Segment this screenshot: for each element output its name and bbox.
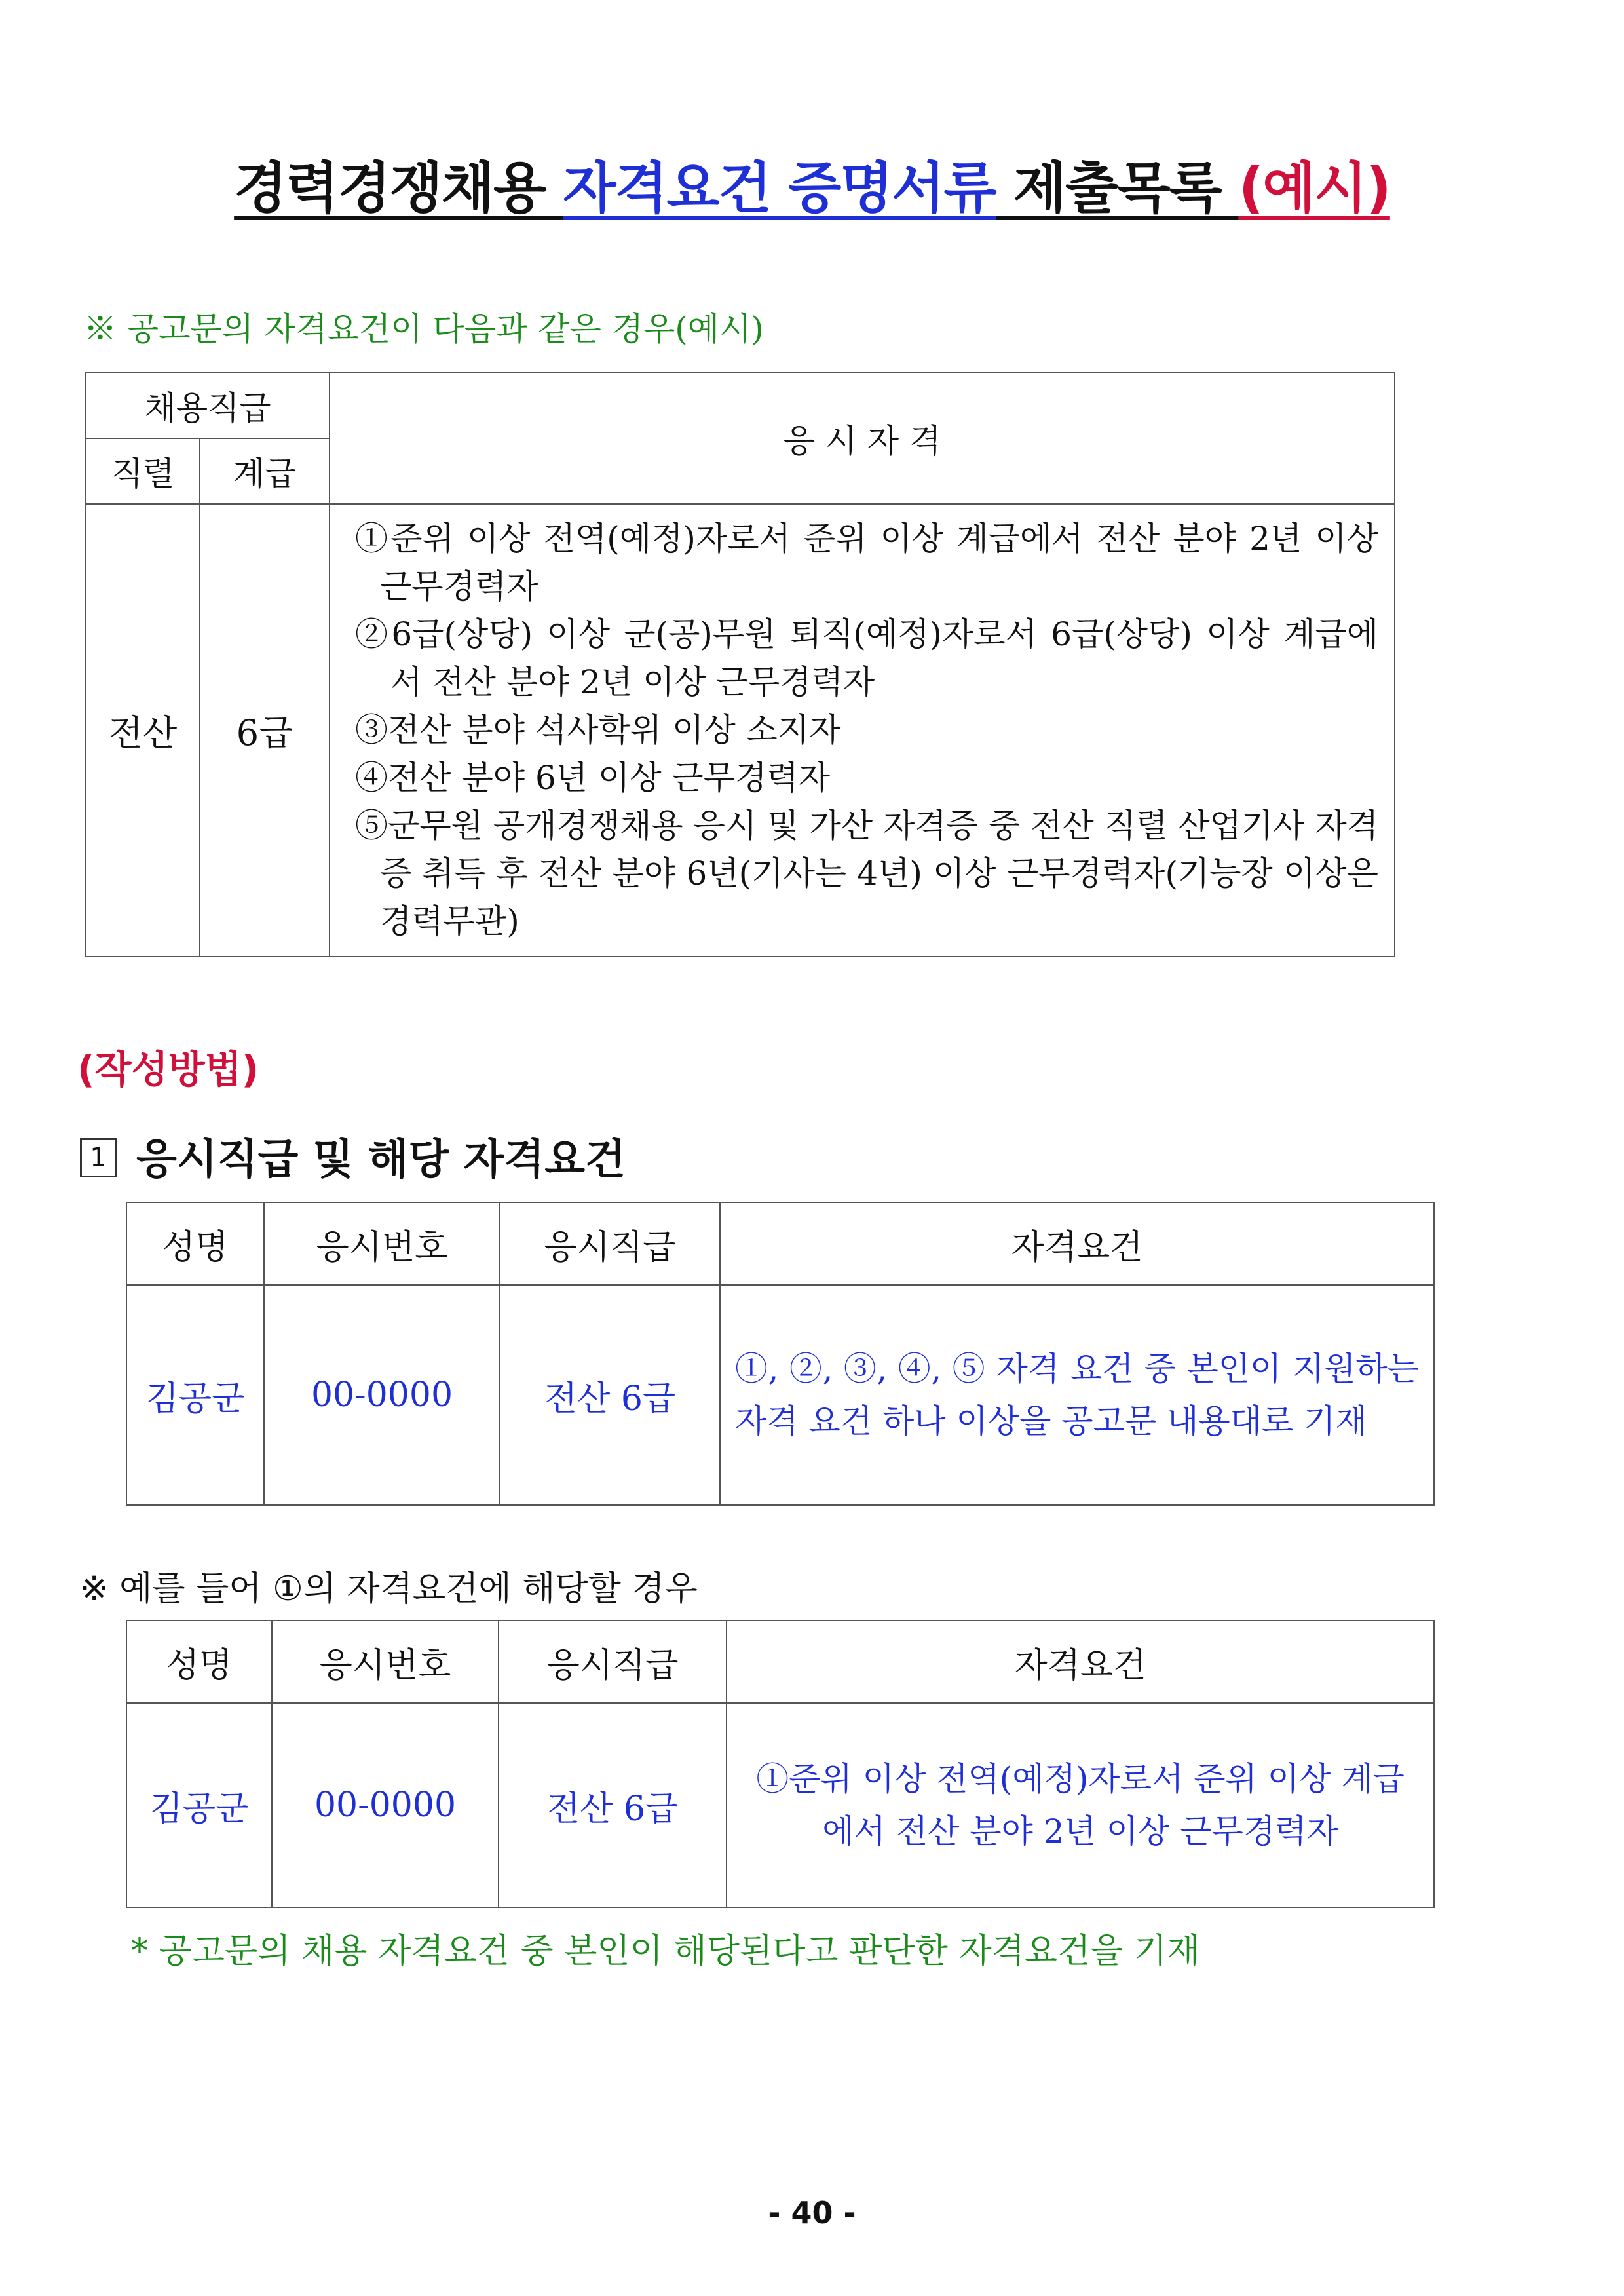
example-table <box>126 1620 1435 1908</box>
number-cell: 00-0000 <box>264 1285 500 1505</box>
header-name: 성명 <box>126 1620 272 1703</box>
requirement-cell: ①, ②, ③, ④, ⑤ 자격 요건 중 본인이 지원하는 자격 요건 하나 이상을 공고문 내용대로 기재 <box>720 1285 1434 1505</box>
condition-item: ①준위 이상 전역(예정)자로서 준위 이상 계급에서 전산 분야 2년 이상 근무경력자 <box>355 520 1378 605</box>
grade-cell: 6급 <box>200 504 330 957</box>
header-series: 직렬 <box>86 438 200 504</box>
section-number-box: 1 <box>80 1138 117 1177</box>
series-cell: 전산 <box>86 504 200 957</box>
condition-item: ④전산 분야 6년 이상 근무경력자 <box>355 759 830 797</box>
application-table <box>126 1202 1435 1506</box>
requirement-cell: ①준위 이상 전역(예정)자로서 준위 이상 계급에서 전산 분야 2년 이상 근무경력자 <box>727 1703 1434 1907</box>
page-title <box>0 152 1624 224</box>
title-part3: 제출목록 <box>995 156 1239 220</box>
section-title: 응시직급 및 해당 자격요건 <box>136 1136 626 1184</box>
name-cell: 김공군 <box>126 1703 272 1907</box>
condition-item: ②6급(상당) 이상 군(공)무원 퇴직(예정)자로서 6급(상당) 이상 계급에서 전산 분야 2년 이상 근무경력자 <box>355 615 1378 701</box>
section-heading <box>80 1126 626 1186</box>
header-requirement: 자격요건 <box>720 1202 1434 1285</box>
qualification-table <box>85 372 1395 957</box>
header-grade: 계급 <box>200 438 330 504</box>
header-grade: 응시직급 <box>499 1620 727 1703</box>
method-heading: (작성방법) <box>77 1047 259 1092</box>
example-note: ※ 공고문의 자격요건이 다음과 같은 경우(예시) <box>84 310 764 348</box>
grade-cell: 전산 6급 <box>499 1703 727 1907</box>
page-number: - 40 - <box>768 2195 856 2230</box>
condition-item: ⑤군무원 공개경쟁채용 응시 및 가산 자격증 중 전산 직렬 산업기사 자격증 취득 후 전산 분야 6년(기사는 4년) 이상 근무경력자(기능장 이상은 경력무관) <box>355 807 1378 940</box>
header-group: 채용직급 <box>86 373 330 438</box>
example-note-2: ※ 예를 들어 ①의 자격요건에 해당할 경우 <box>80 1569 698 1609</box>
title-part1: 경력경쟁채용 <box>234 156 563 220</box>
number-cell: 00-0000 <box>272 1703 499 1907</box>
conditions-cell <box>330 504 1395 957</box>
header-number: 응시번호 <box>272 1620 499 1703</box>
title-part4: (예시) <box>1238 156 1390 220</box>
header-number: 응시번호 <box>264 1202 500 1285</box>
footnote: * 공고문의 채용 자격요건 중 본인이 해당된다고 판단한 자격요건을 기재 <box>131 1932 1200 1971</box>
header-grade: 응시직급 <box>500 1202 720 1285</box>
grade-cell: 전산 6급 <box>500 1285 720 1505</box>
title-part2: 자격요건 증명서류 <box>563 156 996 220</box>
header-name: 성명 <box>126 1202 264 1285</box>
header-requirement: 자격요건 <box>727 1620 1434 1703</box>
condition-item: ③전산 분야 석사학위 이상 소지자 <box>355 711 841 749</box>
header-qualification: 응 시 자 격 <box>330 373 1395 504</box>
name-cell: 김공군 <box>126 1285 264 1505</box>
